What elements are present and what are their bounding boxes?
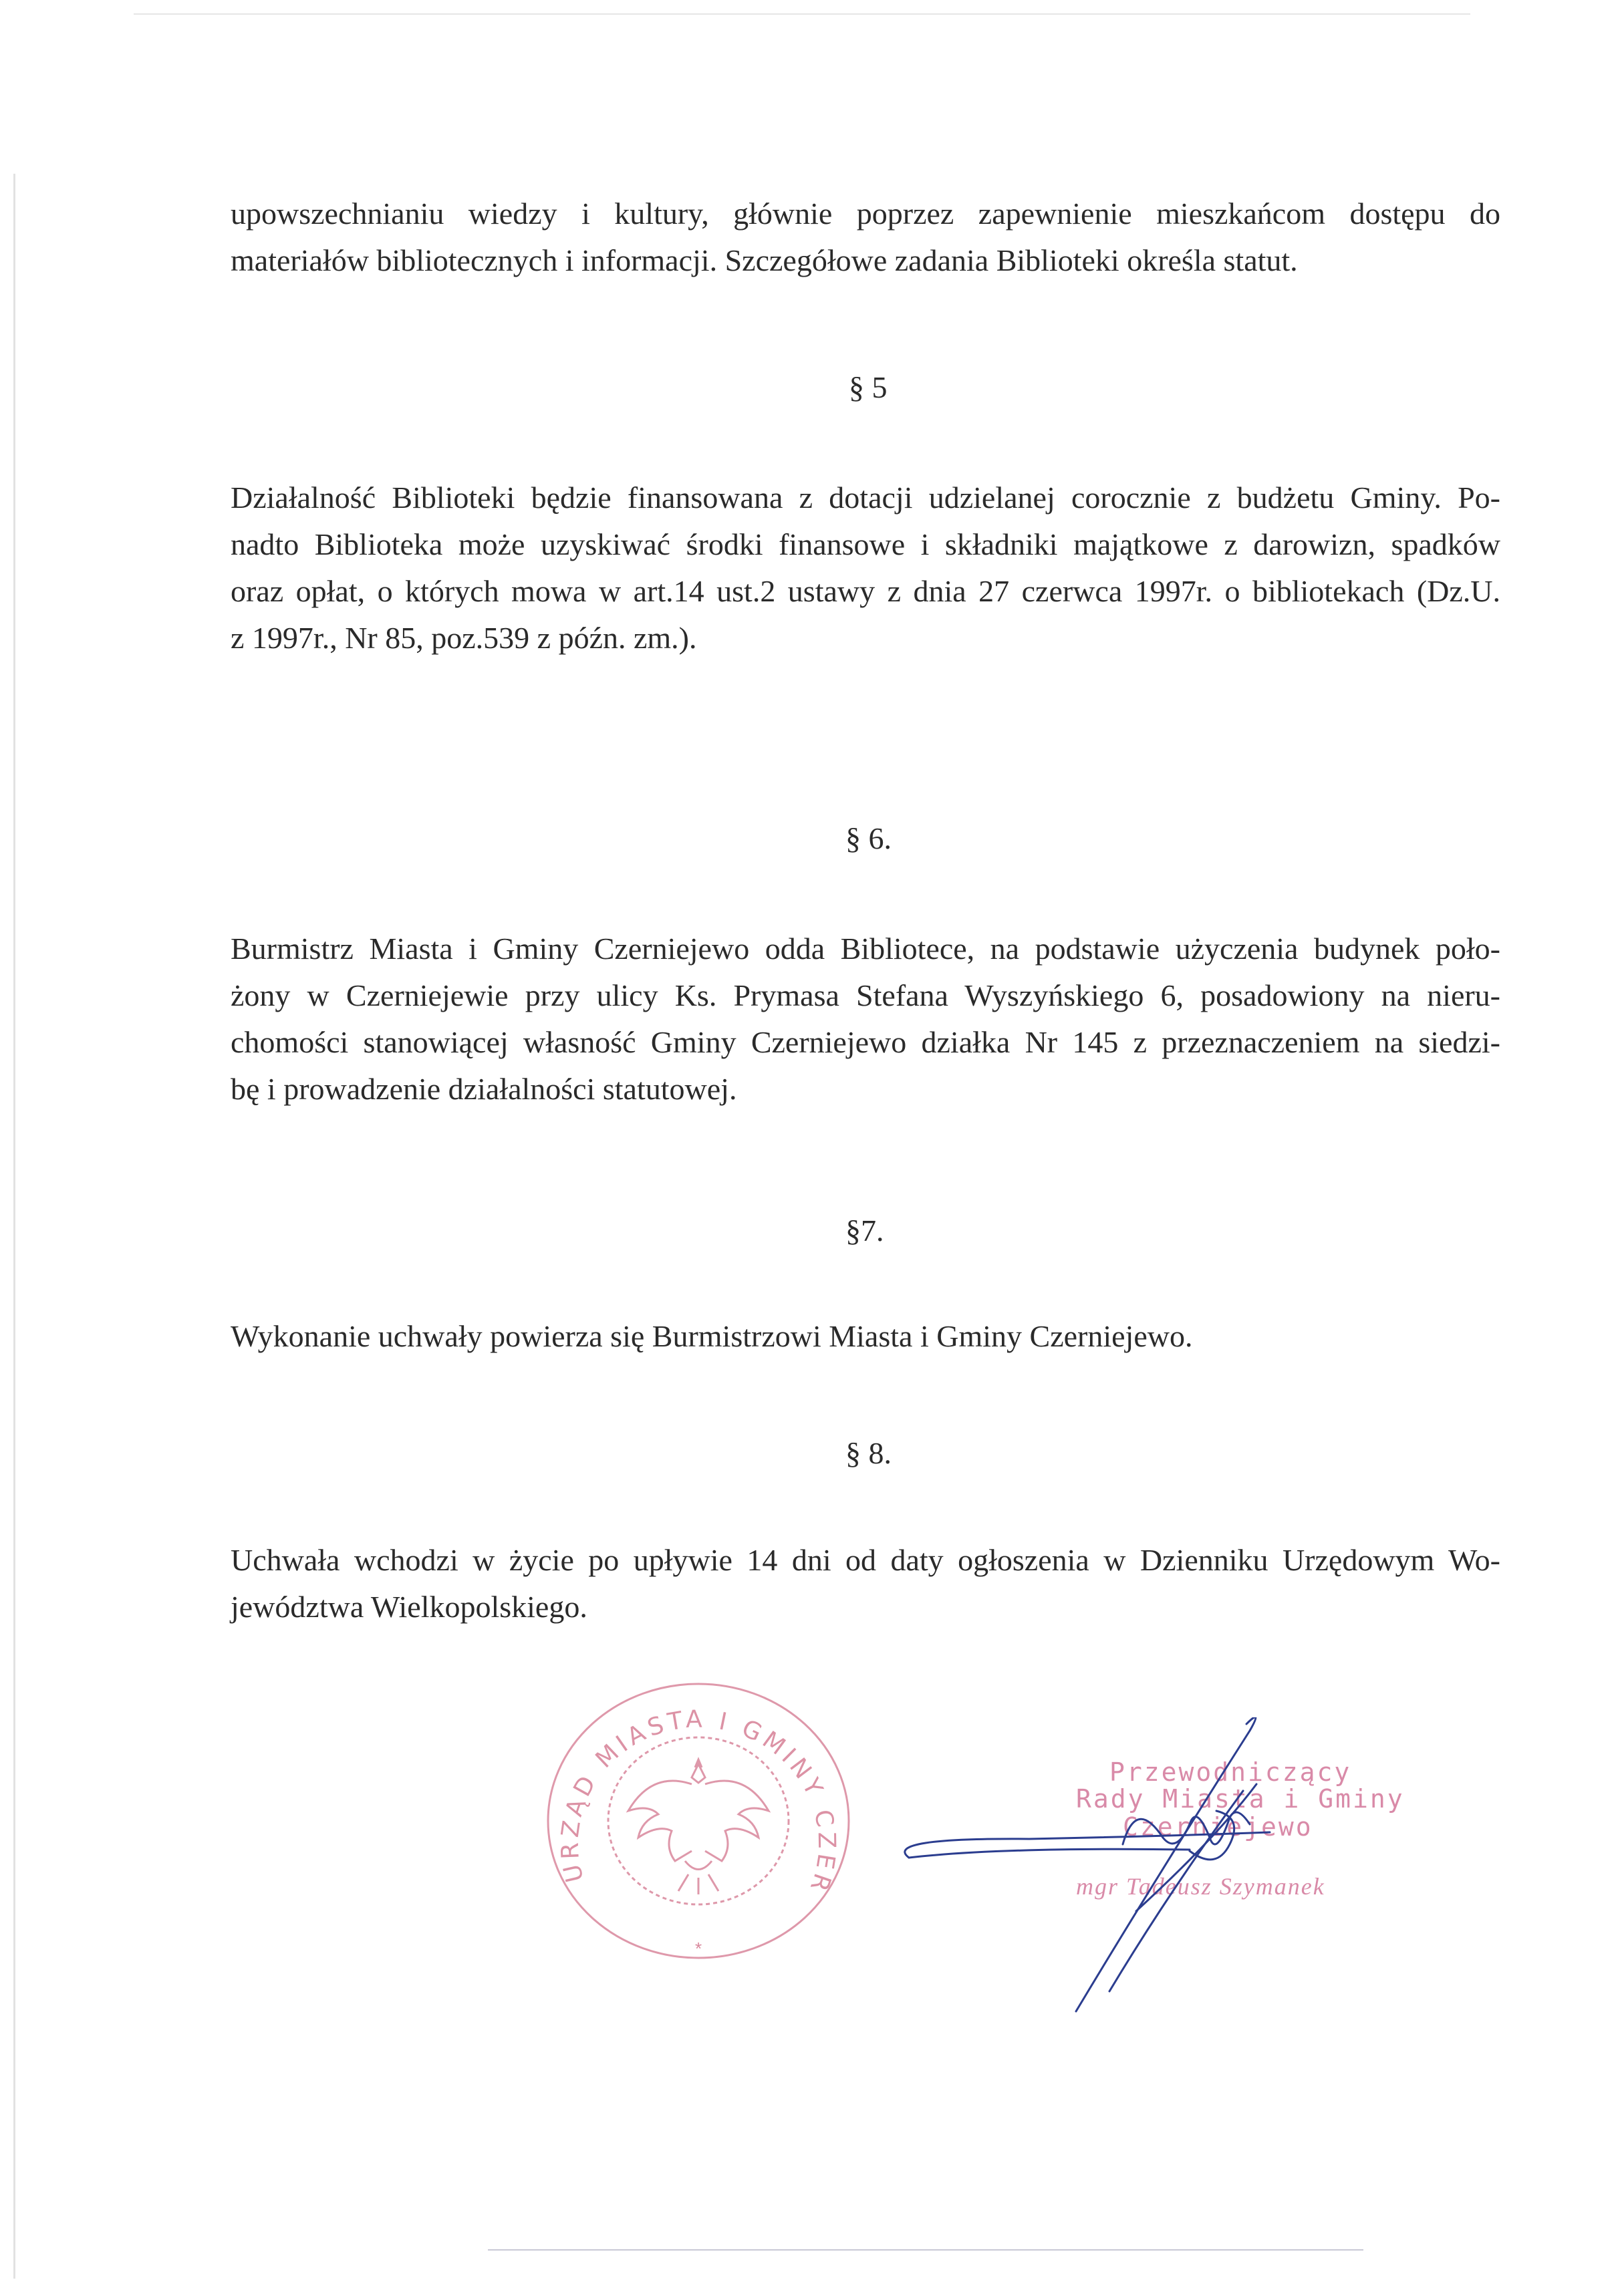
official-stamp xyxy=(535,1677,869,1971)
text-line: z 1997r., Nr 85, poz.539 z późn. zm.). xyxy=(231,621,697,655)
svg-text:*: * xyxy=(694,1939,702,1959)
text-line: bę i prowadzenie działalności statutowej. xyxy=(231,1072,737,1106)
signature-title-line-1: Przewodniczący xyxy=(1109,1757,1352,1787)
handwritten-signature-icon xyxy=(882,1717,1417,2038)
signature-title-line-2: Rady Miasta i Gminy xyxy=(1076,1784,1405,1814)
text-line: nadto Biblioteka może uzyskiwać środki finansowe i składniki majątkowe z darowizn, spadków xyxy=(231,527,1500,561)
text-line: Działalność Biblioteki będzie finansowana z dotacji udzielanej corocznie z budżetu Gminy. Po- xyxy=(231,480,1500,515)
scan-edge-left xyxy=(13,174,15,2279)
section-8-heading: § 8. xyxy=(845,1436,892,1470)
paragraph-intro xyxy=(231,190,1500,284)
section-5-heading: § 5 xyxy=(849,370,888,404)
section-6-heading: § 6. xyxy=(845,821,892,855)
section-7-text xyxy=(231,1313,1500,1360)
text-line: Uchwała wchodzi w życie po upływie 14 dni od daty ogłoszenia w Dzienniku Urzędowym Wo- xyxy=(231,1543,1500,1577)
text-line: upowszechnianiu wiedzy i kultury, głównie poprzez zapewnienie mieszkańcom dostępu do xyxy=(231,196,1500,231)
signature-block xyxy=(882,1717,1417,2038)
section-6-text xyxy=(231,925,1500,1113)
text-line: chomości stanowiącej własność Gminy Czerniejewo działka Nr 145 z przeznaczeniem na siedzi- xyxy=(231,1025,1500,1059)
section-5-text xyxy=(231,474,1500,662)
text-line: Wykonanie uchwały powierza się Burmistrzowi Miasta i Gminy Czerniejewo. xyxy=(231,1319,1193,1353)
text-line: materiałów bibliotecznych i informacji. Szczegółowe zadania Biblioteki określa statut. xyxy=(231,243,1298,277)
text-line: oraz opłat, o których mowa w art.14 ust.2 ustawy z dnia 27 czerwca 1997r. o bibliotekach (Dz.U. xyxy=(231,574,1500,608)
text-line: żony w Czerniejewie przy ulicy Ks. Prymasa Stefana Wyszyńskiego 6, posadowiony na nieru- xyxy=(231,978,1500,1012)
signature-title-line-3: Czerniejewo xyxy=(1123,1812,1313,1842)
section-8-text xyxy=(231,1537,1500,1630)
scan-edge-top xyxy=(134,13,1470,15)
section-7-heading: §7. xyxy=(845,1213,884,1248)
stamp-seal-icon xyxy=(535,1677,869,1971)
footer-rule xyxy=(488,2249,1363,2251)
text-line: jewództwa Wielkopolskiego. xyxy=(231,1590,587,1624)
signature-name: mgr Tadeusz Szymanek xyxy=(1076,1873,1325,1900)
svg-text:URZĄD MIASTA I GMINY CZERNIEJE xyxy=(535,1677,840,1898)
text-line: Burmistrz Miasta i Gminy Czerniejewo odda Bibliotece, na podstawie użyczenia budynek poło- xyxy=(231,931,1500,966)
stamp-text: URZĄD MIASTA I GMINY CZER xyxy=(556,1705,841,1898)
